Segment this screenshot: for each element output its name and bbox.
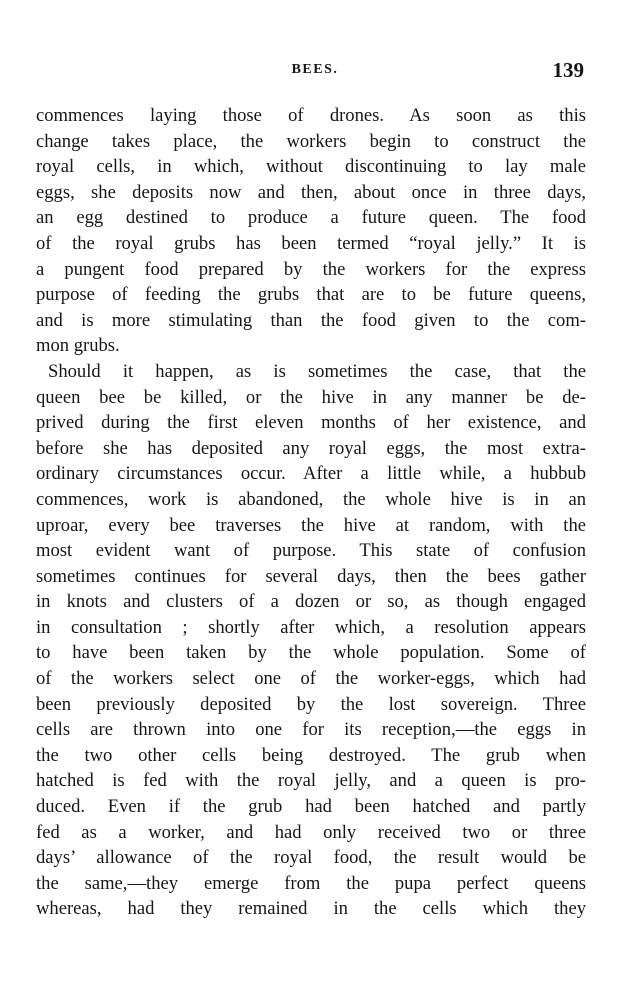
text-line: queen bee be killed, or the hive in any manner be de- (36, 386, 586, 408)
text-line: uproar, every bee traverses the hive at random, with the (36, 514, 586, 536)
text-line: duced. Even if the grub had been hatched and partly (36, 796, 586, 818)
text-line: of the royal grubs has been termed “royal jelly.” It is (36, 232, 586, 254)
text-line: commences laying those of drones. As soon as this (36, 105, 586, 126)
text-line: whereas, had they remained in the cells which they (36, 898, 586, 920)
text-line: in consultation ; shortly after which, a resolution appears (36, 616, 586, 638)
text-line: an egg destined to produce a future queen. The food (36, 207, 586, 229)
text-line: of the workers select one of the worker-eggs, which had (36, 668, 586, 690)
text-line: sometimes continues for several days, then the bees gather (36, 565, 586, 587)
text-line: days’ allowance of the royal food, the result would be (36, 847, 586, 869)
text-line: commences, work is abandoned, the whole hive is in an (36, 488, 586, 510)
running-title: BEES. (291, 62, 339, 77)
text-line: and is more stimulating than the food given to the com- (36, 309, 586, 331)
text-line: change takes place, the workers begin to construct the (36, 130, 586, 152)
page-number: 139 (552, 58, 584, 82)
text-line: Should it happen, as is sometimes the case, that the (48, 360, 586, 382)
text-line: purpose of feeding the grubs that are to be future queens, (36, 284, 586, 306)
text-line: most evident want of purpose. This state of confusion (36, 540, 586, 562)
text-line: prived during the first eleven months of her existence, and (36, 412, 586, 434)
body-text (36, 103, 586, 922)
text-line: hatched is fed with the royal jelly, and a queen is pro- (36, 770, 586, 792)
paragraph-1 (36, 103, 586, 359)
text-line: before she has deposited any royal eggs, the most extra- (36, 437, 586, 459)
text-line: royal cells, in which, without discontinuing to lay male (36, 156, 586, 178)
text-line: fed as a worker, and had only received two or three (36, 821, 586, 843)
text-line: cells are thrown into one for its reception,—the eggs in (36, 719, 586, 741)
text-line: to have been taken by the whole population. Some of (36, 642, 586, 664)
text-line: been previously deposited by the lost sovereign. Three (36, 693, 586, 715)
text-line: ordinary circumstances occur. After a little while, a hubbub (36, 463, 586, 485)
text-line: mon grubs. (36, 335, 120, 357)
text-line: the two other cells being destroyed. The grub when (36, 744, 586, 766)
text-line: a pungent food prepared by the workers for the express (36, 258, 586, 280)
paragraph-2 (36, 359, 586, 922)
running-head (0, 58, 620, 88)
text-line: eggs, she deposits now and then, about once in three days, (36, 181, 586, 203)
text-line: in knots and clusters of a dozen or so, as though engaged (36, 591, 586, 613)
text-line: the same,—they emerge from the pupa perfect queens (36, 872, 586, 894)
